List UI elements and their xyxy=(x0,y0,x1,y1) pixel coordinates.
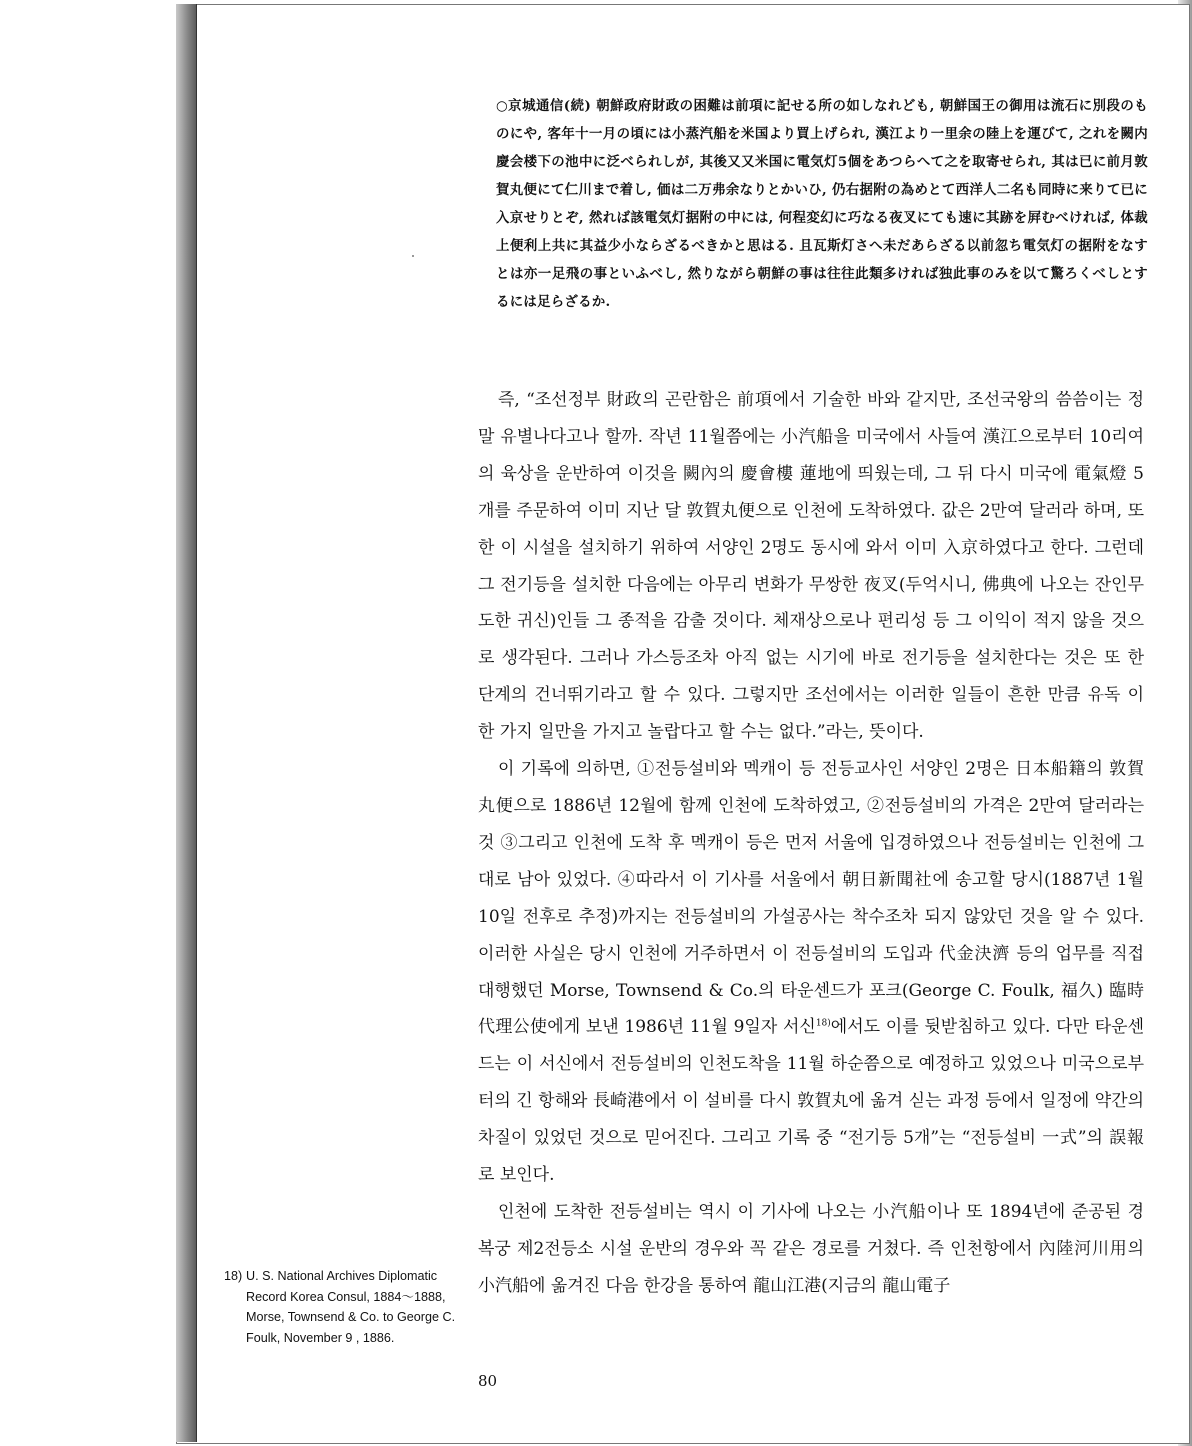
book-binding-edge xyxy=(176,4,197,1442)
footnote xyxy=(224,1266,464,1348)
paragraph-2-text-a: 이 기록에 의하면, ①전등설비와 멕캐이 등 전등교사인 서양인 2명은 日本船籍의 敦賀丸便으로 1886년 12월에 함께 인천에 도착하였고, ②전등설비의 가격은 2만여 달러라는 것 ③그리고 인천에 도착 후 멕캐이 등은 먼저 서울에 입경하였으나 전등설비는 인천에 그대로 남아 있었다. ④따라서 이 기사를 서울에서 朝日新聞社에 송고할 당시(1887년 1월 10일 전후로 추정)까지는 전등설비의 가설공사는 착수조차 되지 않았던 것을 알 수 있다. 이러한 사실은 당시 인천에 거주하면서 이 전등설비의 도입과 代金決濟 등의 업무를 직접 대행했던 Morse, Townsend & Co.의 타운센드가 포크(George C. Foulk, 福久) 臨時代理公使에게 보낸 1986년 11월 9일자 서신 xyxy=(478,759,1144,1038)
body-paragraph-1: 즉, “조선정부 財政의 곤란함은 前項에서 기술한 바와 같지만, 조선국왕의 씀씀이는 정말 유별나다고나 할까. 작년 11월쯤에는 小汽船을 미국에서 사들여 漢江으로부터 10리여의 육상을 운반하여 이것을 闕內의 慶會樓 蓮地에 띄웠는데, 그 뒤 다시 미국에 電氣燈 5개를 주문하여 이미 지난 달 敦賀丸便으로 인천에 도착하였다. 값은 2만여 달러라 하며, 또한 이 시설을 설치하기 위하여 서양인 2명도 동시에 와서 이미 入京하였다고 한다. 그런데 그 전기등을 설치한 다음에는 아무리 변화가 무쌍한 夜叉(두억시니, 佛典에 나오는 잔인무도한 귀신)인들 그 종적을 감출 것이다. 체재상으로나 편리성 등 그 이익이 적지 않을 것으로 생각된다. 그러나 가스등조차 아직 없는 시기에 바로 전기등을 설치한다는 것은 또 한 단계의 건너뛰기라고 할 수 있다. 그렇지만 조선에서는 이러한 일들이 흔한 만큼 유독 이 한 가지 일만을 가지고 놀랍다고 할 수는 없다.”라는, 뜻이다. xyxy=(478,390,1144,743)
footnote-mark: 18) xyxy=(224,1269,243,1283)
footnote-reference: 18) xyxy=(815,1018,831,1029)
body-paragraph-3: 인천에 도착한 전등설비는 역시 이 기사에 나오는 小汽船이나 또 1894년에 준공된 경복궁 제2전등소 시설 운반의 경우와 꼭 같은 경로를 거쳤다. 즉 인천항에서 內陸河川用의 小汽船에 옮겨진 다음 한강을 통하여 龍山江港(지금의 龍山電子 xyxy=(478,1201,1144,1296)
scan-speck xyxy=(412,255,414,257)
main-body-text xyxy=(478,382,1144,1305)
body-paragraph-2 xyxy=(478,751,1144,1194)
paragraph-2-text-b: 에서도 이를 뒷받침하고 있다. 다만 타운센드는 이 서신에서 전등설비의 인천도착을 11월 하순쯤으로 예정하고 있었으나 미국으로부터의 긴 항해와 長崎港에서 이 설비를 다시 敦賀丸에 옮겨 싣는 과정 등에서 일정에 약간의 차질이 있었던 것으로 믿어진다. 그리고 기록 중 “전기등 5개”는 “전등설비 一式”의 誤報로 보인다. xyxy=(478,1017,1144,1186)
page-number: 80 xyxy=(478,1372,498,1390)
footnote-text: U. S. National Archives Diplomatic Record Korea Consul, 1884～1888, Morse, Townsend & Co. to George C. Foulk, November 9 , 1886. xyxy=(246,1269,456,1345)
japanese-quote-block: ○京城通信(続) 朝鮮政府財政の困難は前項に記せる所の如しなれども, 朝鮮国王の御用は流石に別段のものにや, 客年十一月の頃には小蒸汽船を米国より買上げられ, 漢江より一里余の陸上を運びて, 之れを闕内慶会楼下の池中に泛べられしが, 其後又又米国に電気灯5個をあつらへて之を取寄せられ, 其は已に前月敦賀丸便にて仁川まで着し, 価は二万弗余なりとかいひ, 仍右据附の為めとて西洋人二名も同時に来りて已に入京せりとぞ, 然れば該電気灯据附の中には, 何程変幻に巧なる夜叉にても速に其跡を屛むべければ, 体裁上便利上共に其益少小ならざるべきかと思はる. 且瓦斯灯さへ未だあらざる以前忽ち電気灯の据附をなすとは亦一足飛の事といふべし, 然りながら朝鮮の事は往往此類多ければ独此事のみを以て驚ろくべしとするには足らざるか. xyxy=(496,98,1148,310)
